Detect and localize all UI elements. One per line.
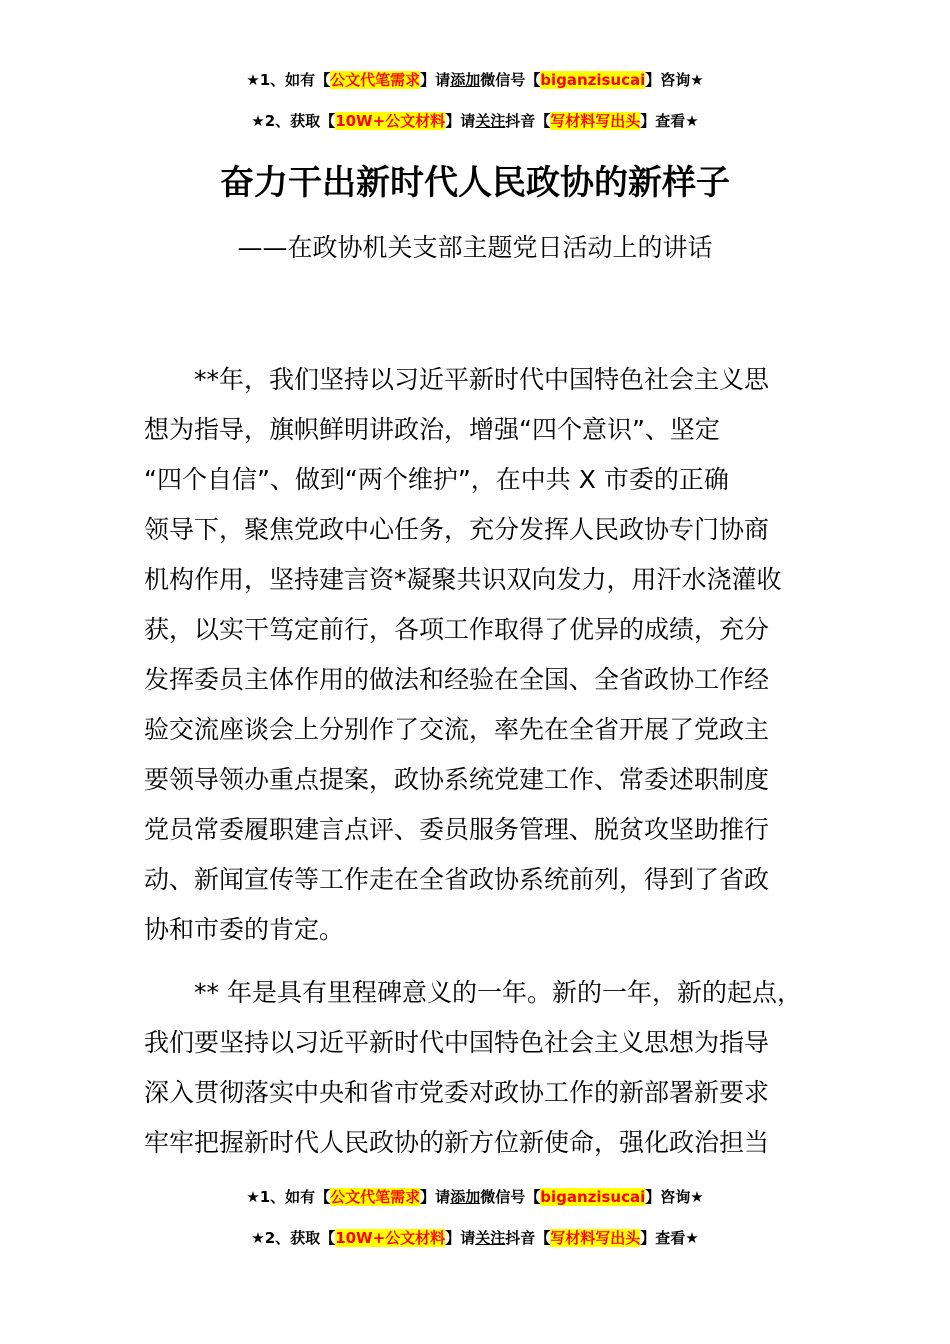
- promo-highlight-wechat-id: biganzisucai: [540, 1188, 646, 1206]
- promo-text: 】查看★: [640, 112, 699, 130]
- document-title: 奋力干出新时代人民政协的新样子: [220, 163, 730, 203]
- body-line: 我们要坚持以习近平新时代中国特色社会主义思想为指导: [144, 1028, 770, 1057]
- promo-highlight: 公文代笔需求: [330, 1188, 421, 1206]
- body-line: **年，我们坚持以习近平新时代中国特色社会主义思: [194, 365, 770, 394]
- footer-promo-line-2: [0, 1227, 950, 1249]
- promo-text: 微信号【: [480, 1188, 541, 1206]
- body-line: 获，以实干笃定前行，各项工作取得了优异的成绩，充分: [144, 615, 770, 644]
- body-line: 牢牢把握新时代人民政协的新方位新使命，强化政治担当: [144, 1128, 770, 1157]
- promo-text: 微信号【: [480, 71, 541, 89]
- promo-text: ★2、获取【: [251, 112, 336, 130]
- body-line: 领导下，聚焦党政中心任务，充分发挥人民政协专门协商: [144, 515, 770, 544]
- promo-text: 】请: [445, 1229, 476, 1247]
- promo-text: 】查看★: [640, 1229, 699, 1247]
- body-line: 想为指导，旗帜鲜明讲政治，增强“四个意识”、坚定: [144, 415, 720, 444]
- promo-text: 抖音【: [505, 112, 551, 130]
- promo-underlined: 添加: [450, 1188, 481, 1206]
- promo-text: ★2、获取【: [251, 1229, 336, 1247]
- promo-highlight: 10W+公文材料: [335, 112, 446, 130]
- document-subtitle: ——在政协机关支部主题党日活动上的讲话: [237, 233, 713, 262]
- body-line: 党员常委履职建言点评、委员服务管理、脱贫攻坚助推行: [144, 815, 770, 844]
- body-line: “四个自信”、做到“两个维护”，在中共 X 市委的正确: [144, 465, 729, 494]
- promo-highlight-douyin-id: 写材料写出头: [550, 112, 641, 130]
- body-line: 协和市委的肯定。: [144, 915, 345, 944]
- body-line: 深入贯彻落实中央和省市党委对政协工作的新部署新要求: [144, 1078, 770, 1107]
- promo-text: 】请: [420, 1188, 451, 1206]
- body-line: 机构作用，坚持建言资*凝聚共识双向发力，用汗水浇灌收: [144, 565, 782, 594]
- promo-highlight-wechat-id: biganzisucai: [540, 71, 646, 89]
- body-line: 动、新闻宣传等工作走在全省政协系统前列，得到了省政: [144, 865, 770, 894]
- promo-text: 抖音【: [505, 1229, 551, 1247]
- promo-text: 】请: [420, 71, 451, 89]
- promo-highlight: 10W+公文材料: [335, 1229, 446, 1247]
- promo-text: 】咨询★: [645, 1188, 704, 1206]
- promo-text: ★1、如有【: [246, 71, 331, 89]
- promo-underlined: 添加: [450, 71, 481, 89]
- body-line: ** 年是具有里程碑意义的一年。新的一年，新的起点，: [194, 978, 802, 1007]
- header-promo-line-2: [0, 110, 950, 132]
- header-promo-line-1: [0, 69, 950, 91]
- promo-text: ★1、如有【: [246, 1188, 331, 1206]
- body-line: 要领导领办重点提案，政协系统党建工作、常委述职制度: [144, 765, 770, 794]
- promo-text: 】请: [445, 112, 476, 130]
- promo-underlined: 关注: [475, 112, 506, 130]
- footer-promo-line-1: [0, 1186, 950, 1208]
- promo-highlight-douyin-id: 写材料写出头: [550, 1229, 641, 1247]
- body-line: 发挥委员主体作用的做法和经验在全国、全省政协工作经: [144, 665, 770, 694]
- body-line: 验交流座谈会上分别作了交流，率先在全省开展了党政主: [144, 715, 770, 744]
- promo-text: 】咨询★: [645, 71, 704, 89]
- promo-underlined: 关注: [475, 1229, 506, 1247]
- promo-highlight: 公文代笔需求: [330, 71, 421, 89]
